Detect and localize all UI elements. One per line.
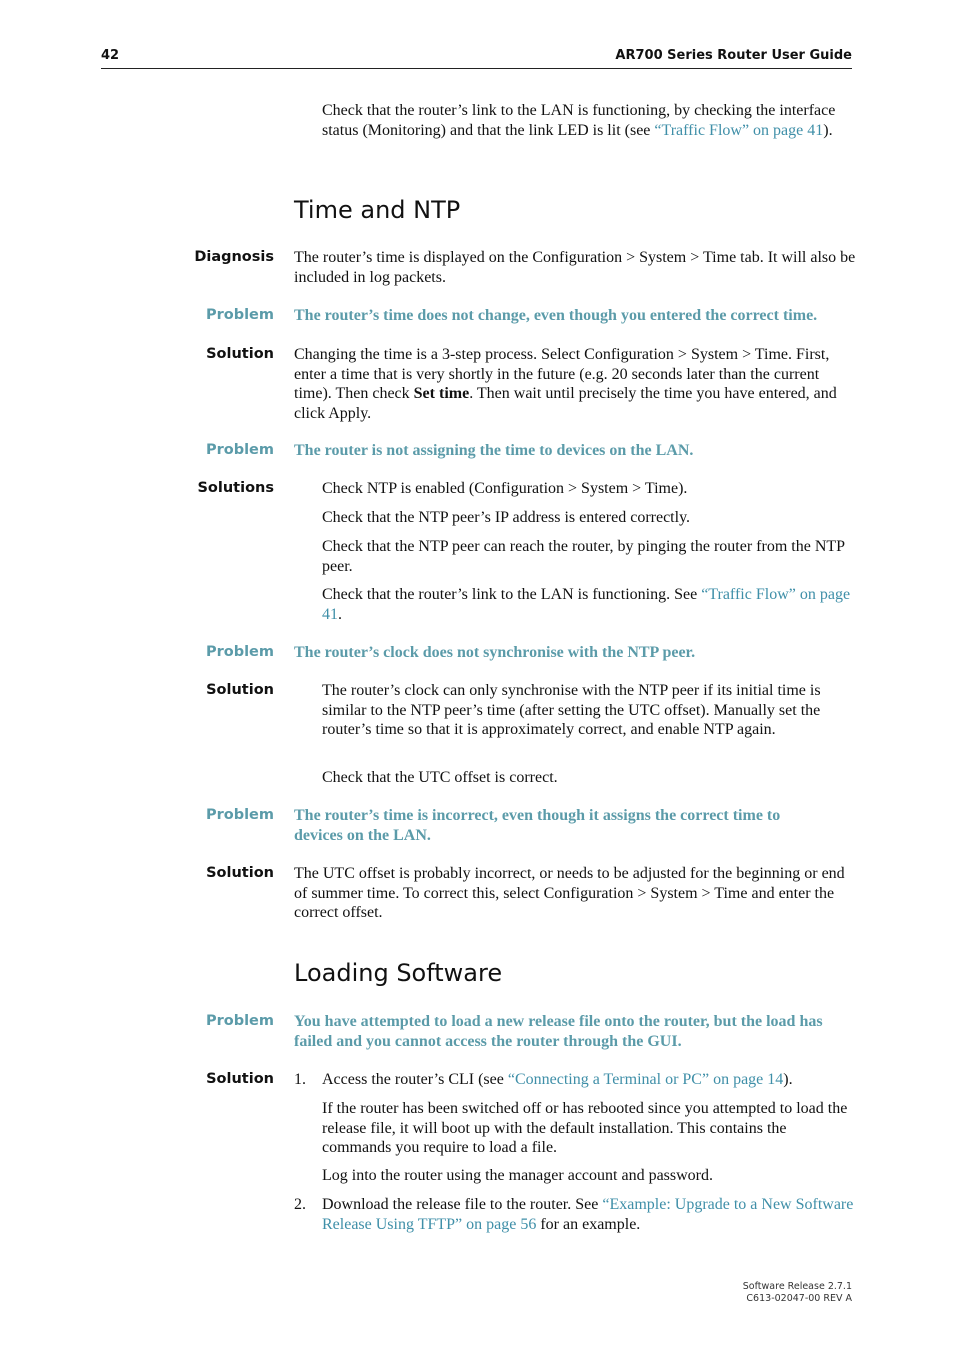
- step-number: 2.: [294, 1196, 306, 1213]
- solution-label: Solution: [206, 865, 274, 881]
- solution-label: Solution: [206, 1071, 274, 1087]
- problem-label: Problem: [205, 807, 274, 823]
- solution-item: Check that the UTC offset is correct.: [322, 769, 558, 786]
- solution-item: The router’s clock can only synchronise with the NTP peer if its initial time is similar to the NTP peer’s time (after setting the UTC offset). Manually set the router’s time so that it is approximately correct, and enable NTP again.: [322, 682, 821, 738]
- problem-text: The router’s clock does not synchronise with the NTP peer.: [294, 644, 696, 661]
- solution-item: Check that the NTP peer’s IP address is entered correctly.: [322, 509, 691, 526]
- guide-title: AR700 Series Router User Guide: [615, 48, 852, 63]
- section-heading-loading-software: Loading Software: [294, 959, 503, 987]
- software-release: Software Release 2.7.1: [742, 1281, 852, 1292]
- step-text: Log into the router using the manager account and password.: [322, 1167, 713, 1184]
- problem-text: The router is not assigning the time to devices on the LAN.: [294, 442, 694, 459]
- intro-paragraph: Check that the router’s link to the LAN is functioning, by checking the interface status (Monitoring) and that the link LED is lit (see “Traffic Flow” on page 41).: [322, 102, 836, 139]
- problem-label: Problem: [205, 1013, 274, 1029]
- problem-text: You have attempted to load a new release file onto the router, but the load has failed and you cannot access the router through the GUI.: [294, 1013, 823, 1050]
- section-heading-time-ntp: Time and NTP: [294, 196, 461, 224]
- page-header: [101, 48, 852, 69]
- problem-text: The router’s time is incorrect, even though it assigns the correct time to devices on the LAN.: [294, 807, 781, 844]
- step-text: Access the router’s CLI (see “Connecting a Terminal or PC” on page 14).: [322, 1071, 793, 1088]
- problem-text: The router’s time does not change, even though you entered the correct time.: [294, 307, 818, 324]
- solution-label: Solution: [206, 682, 274, 698]
- upgrade-example-link[interactable]: “Example: Upgrade to a New Software Release Using TFTP” on page 56: [322, 1196, 854, 1233]
- traffic-flow-link[interactable]: “Traffic Flow” on page 41: [322, 586, 851, 623]
- solution-item: Check that the router’s link to the LAN is functioning. See “Traffic Flow” on page 41.: [322, 586, 851, 623]
- document-code: C613-02047-00 REV A: [746, 1293, 852, 1304]
- connecting-terminal-link[interactable]: “Connecting a Terminal or PC” on page 14: [507, 1071, 784, 1088]
- traffic-flow-link[interactable]: “Traffic Flow” on page 41: [654, 121, 824, 139]
- solution-text: Changing the time is a 3-step process. Select Configuration > System > Time. First, enter a time that is very shortly in the future (e.g. 20 seconds later than the current time). Then check Set time. Then wait until precisely the time you have entered, and click Apply.: [294, 346, 837, 422]
- solution-item: Check that the NTP peer can reach the router, by pinging the router from the NTP peer.: [322, 538, 845, 575]
- problem-label: Problem: [205, 307, 274, 323]
- problem-label: Problem: [205, 644, 274, 660]
- page-footer: [743, 1281, 852, 1305]
- diagnosis-label: Diagnosis: [194, 249, 274, 265]
- step-text: Download the release file to the router. See “Example: Upgrade to a New Software Release Using TFTP” on page 56 for an example.: [322, 1196, 854, 1233]
- step-number: 1.: [294, 1071, 306, 1088]
- diagnosis-text: The router’s time is displayed on the Configuration > System > Time tab. It will also be included in log packets.: [294, 249, 856, 286]
- problem-label: Problem: [205, 442, 274, 458]
- solutions-label: Solutions: [197, 480, 274, 496]
- solution-item: Check NTP is enabled (Configuration > System > Time).: [322, 480, 688, 497]
- solution-label: Solution: [206, 346, 274, 362]
- step-text: If the router has been switched off or has rebooted since you attempted to load the release file, it will boot up with the default installation. This contains the commands you require to load a file.: [322, 1100, 848, 1156]
- solution-text: The UTC offset is probably incorrect, or needs to be adjusted for the beginning or end of summer time. To correct this, select Configuration > System > Time and enter the correct offset.: [294, 865, 845, 921]
- page-number: 42: [101, 48, 120, 63]
